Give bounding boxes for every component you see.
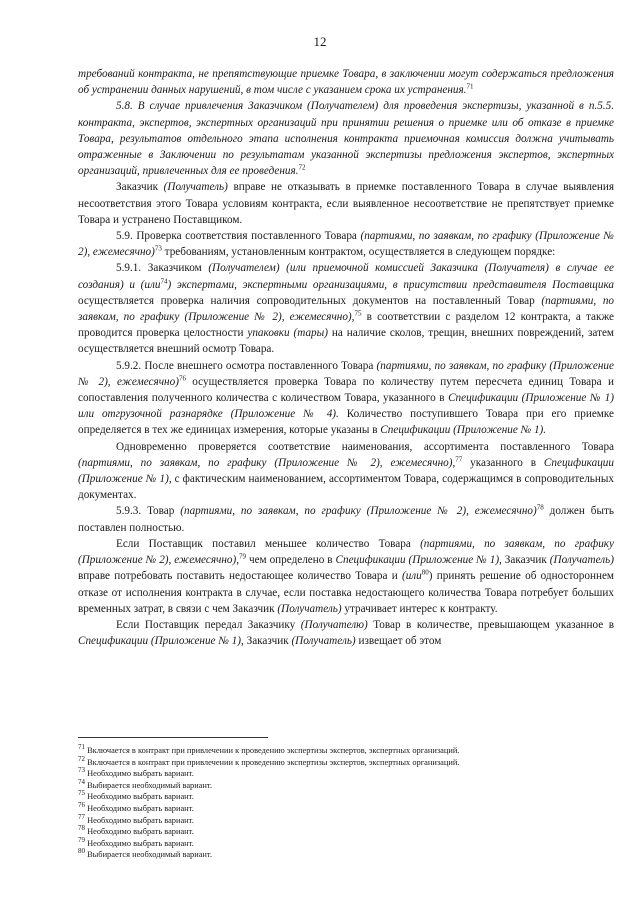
footnote-text: Необходимо выбрать вариант. (87, 803, 194, 813)
text-run: на наличие сколов, трещин, внешних повреждений, затем осуществляется внешний осмотр Товара. (78, 327, 615, 356)
footnote-ref: 73 (154, 244, 162, 253)
paragraph-continuation (78, 66, 614, 98)
paragraph-shortfall (78, 536, 614, 617)
footnote-ref: 71 (466, 82, 474, 91)
text-run: осуществляется проверка Товара по количеству путем пересчета единиц Товара и сопоставления полученного количества с количеством Товара, указанного в (78, 375, 614, 405)
text-run: требованиям, установленным контрактом, осуществляется в следующем порядке: (161, 246, 556, 259)
footnote-text: Необходимо выбрать вариант. (87, 769, 194, 779)
italic-text-run: Спецификации (Приложение № 1), (78, 456, 614, 486)
text-run: должен быть поставлен полностью. (78, 505, 614, 534)
footnote-ref: 76 (178, 374, 186, 383)
italic-text-run: упаковки (тары) (247, 327, 328, 340)
footnote-text: Необходимо выбрать вариант. (87, 838, 194, 848)
text-run: с фактическим наименованием, ассортиментом Товара, содержащимся в сопроводительных документах. (78, 473, 614, 502)
text-run: в соответствии с разделом 12 контракта, а также проводится проверка целостности (78, 311, 614, 340)
italic-text-run: (Получателем) (или приемочной комиссией Заказчика (Получателя) в случае ее создания) и (или (78, 262, 614, 291)
paragraph-acceptance-discretion (78, 179, 614, 228)
footnote-ref: 75 (354, 309, 362, 318)
footnote-ref: 80 (421, 568, 429, 577)
text-run: Если Поставщик поставил меньшее количество Товара (116, 537, 421, 550)
footnotes (78, 745, 614, 861)
footnote (78, 768, 614, 780)
footnote (78, 791, 614, 803)
italic-text-run: (партиями, по заявкам, по графику (Приложение № 2), ежемесячно), (78, 456, 456, 469)
italic-text-run: (партиями, по заявкам, по графику (Приложение № 2), ежемесячно) (78, 359, 614, 388)
text-run: ) принять решение об одностороннем отказе от исполнения контракта в случае, если поставка недостающего количества Товара потребует больших временных затрат, в связи с чем Заказчик (78, 570, 614, 615)
text-run: 5.9. Проверка соответствия поставленного Товара (116, 230, 361, 243)
italic-text-run: (партиями, по заявкам, по графику (Приложение № 2), ежемесячно) (78, 230, 614, 259)
text-run: вправе потребовать поставить недостающее количество Товара и (78, 570, 402, 583)
text-run: утрачивает интерес к контракту. (341, 602, 498, 615)
page-number: 12 (313, 34, 327, 49)
italic-text-run: (партиями, по заявкам, по графику (Приложение № 2), ежемесячно), (78, 294, 615, 324)
italic-text-run: ) экспертами, экспертными организациями, в присутствии представителя Поставщика (167, 278, 614, 291)
text-run: вправе не отказывать в приемке поставленного Товара в случае выявления несоответствия этого Товара условиям контракта, если выявленное несоответствие не препятствует приемке Товара и устранено Поставщиком. (78, 181, 614, 226)
footnote-number: 76 (78, 801, 85, 810)
footnote-divider (78, 737, 268, 738)
text-run: 5.9.3. Товар (116, 505, 181, 518)
text-run: Количество поступившего Товара при его приемке определяется в тех же единицах измерения, которые указаны в (78, 408, 614, 437)
paragraph-5-9 (78, 228, 614, 260)
footnote-ref: 79 (239, 552, 247, 561)
text-run: Товар в количестве, превышающем указанное в (367, 618, 614, 631)
italic-text-run: Спецификации (Приложение № 1) или отгрузочной разнарядке (Приложение № 4). (78, 392, 614, 421)
paragraph-5-9-3 (78, 503, 614, 535)
footnote-ref: 78 (536, 503, 544, 512)
italic-text-run: Спецификации (Приложение № 1), (78, 635, 244, 648)
italic-text-run: (Получатель) (291, 635, 356, 648)
document-body (78, 66, 614, 649)
italic-text-run: (Получателю) (300, 618, 368, 631)
italic-text-run: (партиями, по заявкам, по графику (Приложение № 2), ежемесячно), (78, 537, 614, 567)
footnote-ref: 74 (160, 276, 168, 285)
paragraph-5-9-1 (78, 260, 614, 357)
text-run: 5.9.1. Заказчиком (116, 262, 209, 275)
text-run: извещает об этом (355, 635, 442, 648)
text-run: осуществляется проверка наличия сопроводительных документов на поставленный Товар (78, 294, 542, 307)
footnote (78, 754, 614, 769)
footnote (78, 745, 614, 757)
text-run: чем определено в (246, 554, 336, 567)
italic-text-run: (или (401, 570, 422, 583)
italic-text-run: (Получатель) (163, 181, 228, 194)
paragraph-5-8 (78, 98, 614, 179)
text-run: Если Поставщик передал Заказчику (116, 618, 301, 631)
footnote-number: 80 (78, 847, 85, 856)
footnote-number: 77 (78, 812, 85, 821)
footnote-number: 72 (78, 754, 85, 763)
footnote (78, 826, 614, 838)
footnote-number: 74 (78, 777, 85, 786)
paragraph-excess (78, 617, 614, 649)
footnote-text: Выбирается необходимый вариант. (87, 850, 213, 860)
italic-text-run: Спецификации (Приложение № 1), (335, 554, 502, 567)
text-run: 5.9.2. После внешнего осмотра поставленного Товара (116, 359, 377, 372)
footnote (78, 777, 614, 792)
footnote (78, 835, 614, 850)
italic-text-run: (Получатель) (549, 554, 614, 567)
footnote-text: Необходимо выбрать вариант. (87, 815, 194, 825)
footnote-number: 71 (78, 743, 85, 752)
footnote (78, 803, 614, 815)
footnote-number: 75 (78, 789, 85, 798)
italic-text-run: (партиями, по заявкам, по графику (Приложение № 2), ежемесячно) (180, 505, 537, 518)
footnote-text: Включается в контракт при привлечении к проведению экспертизы экспертов, экспертных организаций. (87, 746, 460, 755)
footnote-text: Необходимо выбрать вариант. (87, 792, 194, 802)
text-run: Заказчик (501, 554, 550, 567)
footnote (78, 812, 614, 827)
footnote-ref: 72 (298, 163, 306, 172)
footnote-ref: 77 (455, 455, 463, 464)
footnote (78, 849, 614, 861)
text-run: указанного в (462, 456, 544, 469)
italic-text-run: (Получатель) (277, 602, 342, 615)
italic-text-run: Спецификации (Приложение № 1). (380, 424, 547, 437)
footnote-number: 73 (78, 766, 85, 775)
text-run: Одновременно проверяется соответствие наименования, ассортимента поставленного Товара (116, 440, 614, 453)
footnote-text: Выбирается необходимый вариант. (87, 780, 213, 790)
footnote-number: 79 (78, 835, 85, 844)
paragraph-assortment-check (78, 439, 614, 504)
footnote-text: Необходимо выбрать вариант. (87, 827, 194, 837)
footnote-text: Включается в контракт при привлечении к проведению экспертизы экспертов, экспертных организаций. (87, 757, 460, 767)
footnote-number: 78 (78, 824, 85, 833)
italic-text-run: требований контракта, не препятствующие приемке Товара, в заключении могут содержаться предложения об устранении данных нарушений, в том числе с указанием срока их устранения. (78, 68, 614, 97)
text-run: Заказчик (116, 181, 164, 194)
paragraph-5-9-2 (78, 358, 614, 439)
text-run: Заказчик (243, 635, 292, 648)
italic-text-run: 5.8. В случае привлечения Заказчиком (Получателем) для проведения экспертизы, указанной в п.5.5. контракта, экспертов, экспертных организаций при принятии решения о приемке или об отказе в приемке Товара, результатов отдельного этапа исполнения контракта приемочная комиссия должна учитывать отраженные в Заключении по результатам указанной экспертизы предложения экспертов, экспертных организаций, привлеченных для ее проведения. (78, 100, 614, 178)
